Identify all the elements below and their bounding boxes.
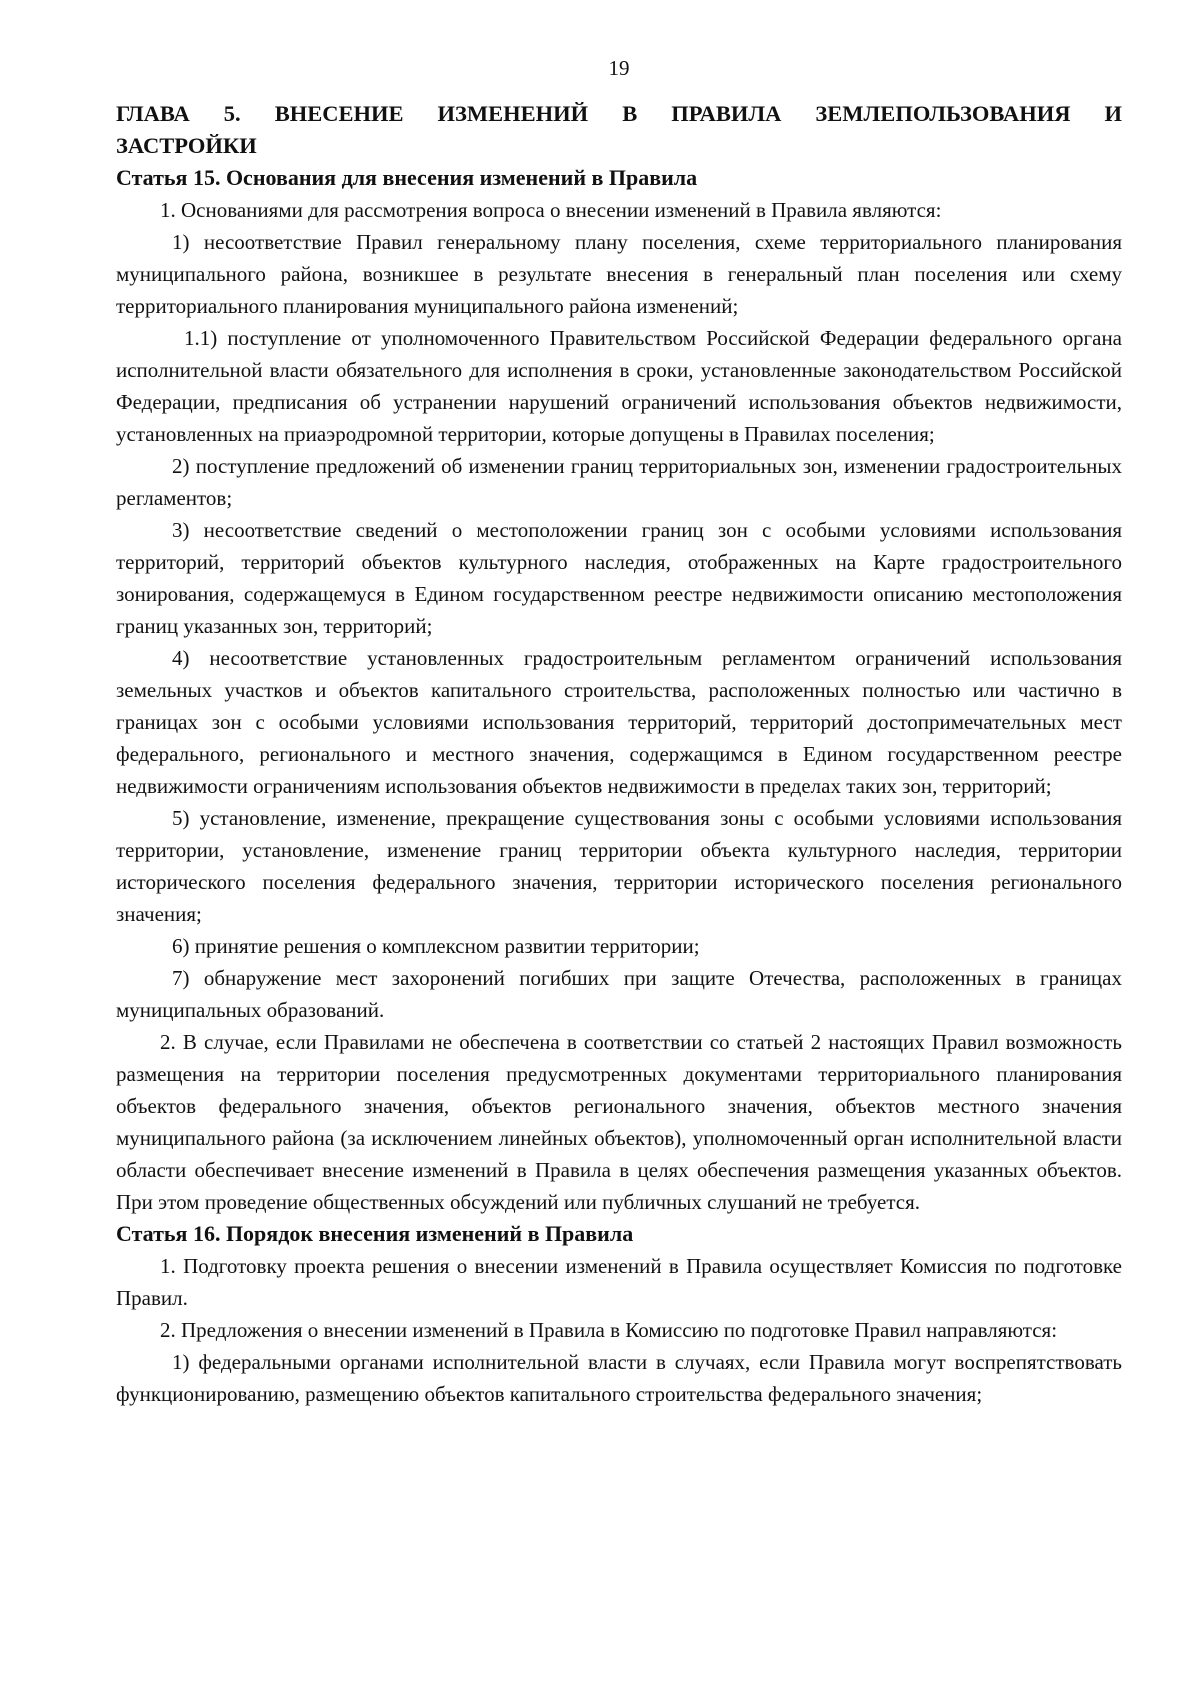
article-15-item-3: 3) несоответствие сведений о местоположении границ зон с особыми условиями использования территорий, территорий объектов культурного наследия, отображенных на Карте градостроительного зонирования, содержащемуся в Едином государственном реестре недвижимости описанию местоположения границ указанных зон, территорий;: [116, 518, 1122, 638]
article-15-paragraph-1: 1. Основаниями для рассмотрения вопроса о внесении изменений в Правила являются:: [160, 198, 942, 222]
chapter-title: ГЛАВА 5. ВНЕСЕНИЕ ИЗМЕНЕНИЙ В ПРАВИЛА ЗЕМЛЕПОЛЬЗОВАНИЯ И ЗАСТРОЙКИ: [116, 101, 1122, 158]
article-15-item-4: 4) несоответствие установленных градостроительным регламентом ограничений использования земельных участков и объектов капитального строительства, расположенных полностью или частично в границах зон с особыми условиями использования территорий, территорий достопримечательных мест федерального, регионального и местного значения, содержащимся в Едином государственном реестре недвижимости ограничениям использования объектов недвижимости в пределах таких зон, территорий;: [116, 646, 1122, 798]
article-15-paragraph-2: 2. В случае, если Правилами не обеспечена в соответствии со статьей 2 настоящих Правил возможность размещения на территории поселения предусмотренных документами территориального планирования объектов федерального значения, объектов регионального значения, объектов местного значения муниципального района (за исключением линейных объектов), уполномоченный орган исполнительной власти области обеспечивает внесение изменений в Правила в целях обеспечения размещения указанных объектов. При этом проведение общественных обсуждений или публичных слушаний не требуется.: [116, 1030, 1122, 1214]
article-15-item-1-1: 1.1) поступление от уполномоченного Правительством Российской Федерации федерального органа исполнительной власти обязательного для исполнения в сроки, установленные законодательством Российской Федерации, предписания об устранении нарушений ограничений использования объектов недвижимости, установленных на приаэродромной территории, которые допущены в Правилах поселения;: [116, 326, 1122, 446]
article-16: [116, 1218, 1122, 1410]
article-15-item-5: 5) установление, изменение, прекращение существования зоны с особыми условиями использования территории, установление, изменение границ территории объекта культурного наследия, территории исторического поселения федерального значения, территории исторического поселения регионального значения;: [116, 806, 1122, 926]
page-number: 19: [608, 56, 630, 80]
article-15-title: Статья 15. Основания для внесения изменений в Правила: [116, 165, 698, 190]
article-15: [116, 162, 1122, 1218]
article-15-item-1: 1) несоответствие Правил генеральному плану поселения, схеме территориального планирования муниципального района, возникшее в результате внесения в генеральный план поселения или схему территориального планирования муниципального района изменений;: [116, 230, 1122, 318]
article-16-item-1: 1) федеральными органами исполнительной власти в случаях, если Правила могут воспрепятствовать функционированию, размещению объектов капитального строительства федерального значения;: [116, 1350, 1122, 1406]
article-16-title: Статья 16. Порядок внесения изменений в Правила: [116, 1221, 634, 1246]
article-15-item-2: 2) поступление предложений об изменении границ территориальных зон, изменении градостроительных регламентов;: [116, 454, 1122, 510]
article-16-paragraph-1: 1. Подготовку проекта решения о внесении изменений в Правила осуществляет Комиссия по подготовке Правил.: [116, 1254, 1122, 1310]
article-15-item-7: 7) обнаружение мест захоронений погибших при защите Отечества, расположенных в границах муниципальных образований.: [116, 966, 1122, 1022]
article-15-item-6: 6) принятие решения о комплексном развитии территории;: [172, 934, 700, 958]
document-page: [116, 52, 1122, 1410]
article-16-paragraph-2: 2. Предложения о внесении изменений в Правила в Комиссию по подготовке Правил направляются:: [160, 1318, 1058, 1342]
